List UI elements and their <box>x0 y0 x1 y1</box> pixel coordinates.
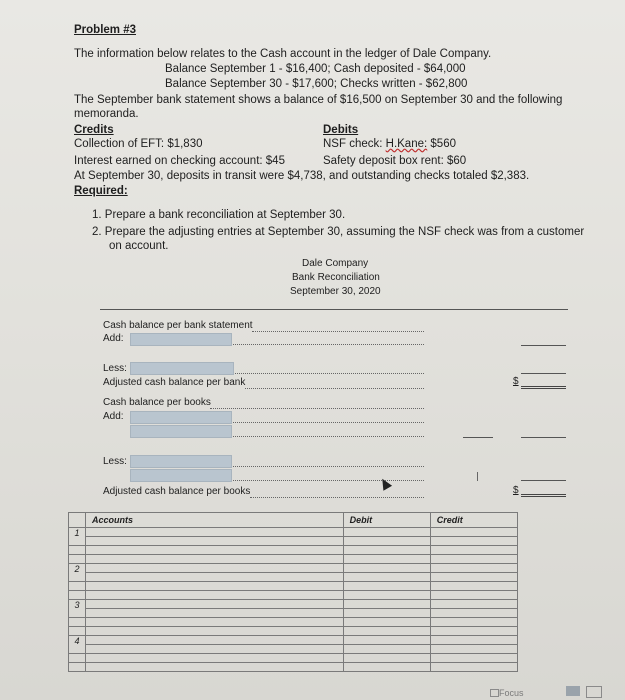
bank-less-amount-line <box>521 373 566 374</box>
credit-cell[interactable] <box>430 627 517 636</box>
account-cell[interactable] <box>86 627 344 636</box>
entry-spacer <box>69 546 86 555</box>
recon-title: Bank Reconciliation <box>292 272 380 283</box>
debit-nsf-prefix: NSF check: <box>323 138 386 150</box>
table-row <box>69 627 518 636</box>
table-row <box>69 618 518 627</box>
focus-icon[interactable] <box>490 689 499 697</box>
debit-cell[interactable] <box>343 627 430 636</box>
bank-less-input[interactable] <box>130 362 234 375</box>
journal-entry-table <box>68 512 518 672</box>
adjusted-bank-total-line <box>521 386 566 389</box>
problem-intro: The information below relates to the Cash account in the ledger of Dale Company. <box>74 48 492 60</box>
book-less-input-2[interactable] <box>130 469 232 482</box>
debit-cell[interactable] <box>343 564 430 573</box>
book-less-input-1[interactable] <box>130 455 232 468</box>
account-cell[interactable] <box>86 636 344 645</box>
entry-number-4: 4 <box>69 636 86 654</box>
credit-cell[interactable] <box>430 546 517 555</box>
book-add-input-2[interactable] <box>130 425 232 438</box>
book-less-amount-line <box>521 480 566 481</box>
table-row <box>69 528 518 537</box>
credit-cell[interactable] <box>430 591 517 600</box>
table-row <box>69 636 518 645</box>
debit-cell[interactable] <box>343 537 430 546</box>
problem-title: Problem #3 <box>74 24 136 36</box>
adjusted-book-label: Adjusted cash balance per books <box>103 486 251 497</box>
credit-cell[interactable] <box>430 609 517 618</box>
deposits-in-transit: At September 30, deposits in transit were $4,738, and outstanding checks totaled $2,383. <box>74 170 530 182</box>
table-row <box>69 537 518 546</box>
book-add-label: Add: <box>103 411 124 422</box>
debit-cell[interactable] <box>343 618 430 627</box>
recon-date: September 30, 2020 <box>290 286 381 297</box>
book-balance-label: Cash balance per books <box>103 397 211 408</box>
credit-cell[interactable] <box>430 564 517 573</box>
book-less-label: Less: <box>103 456 127 467</box>
account-cell[interactable] <box>86 663 344 672</box>
debit-cell[interactable] <box>343 555 430 564</box>
adjusted-bank-label: Adjusted cash balance per bank <box>103 377 246 388</box>
bank-add-dots <box>233 344 424 345</box>
book-add-input-1[interactable] <box>130 411 232 424</box>
table-row <box>69 546 518 555</box>
journal-header-credit: Credit <box>430 513 517 528</box>
account-cell[interactable] <box>86 591 344 600</box>
book-add-dots-1 <box>233 422 424 423</box>
journal-header-num <box>69 513 86 528</box>
adjusted-book-dollar: $ <box>513 485 519 496</box>
entry-number-2: 2 <box>69 564 86 582</box>
debit-cell[interactable] <box>343 609 430 618</box>
account-cell[interactable] <box>86 546 344 555</box>
entry-spacer <box>69 582 86 591</box>
debit-cell[interactable] <box>343 573 430 582</box>
debit-cell[interactable] <box>343 582 430 591</box>
bank-less-dots <box>235 373 424 374</box>
book-less-dots-1 <box>233 466 424 467</box>
credit-interest: Interest earned on checking account: $45 <box>74 155 285 167</box>
debit-safety-box: Safety deposit box rent: $60 <box>323 155 467 167</box>
credit-cell[interactable] <box>430 528 517 537</box>
debit-cell[interactable] <box>343 600 430 609</box>
adjusted-book-dots <box>250 497 424 498</box>
book-balance-dots <box>210 408 424 409</box>
credit-cell[interactable] <box>430 537 517 546</box>
entry-spacer <box>69 627 86 636</box>
debit-cell[interactable] <box>343 654 430 663</box>
book-add-subtotal-line <box>463 437 493 438</box>
bank-balance-dots <box>252 331 424 332</box>
journal-header-debit: Debit <box>343 513 430 528</box>
table-row <box>69 663 518 672</box>
credit-eft: Collection of EFT: $1,830 <box>74 138 203 150</box>
account-cell[interactable] <box>86 618 344 627</box>
debit-cell[interactable] <box>343 528 430 537</box>
credit-cell[interactable] <box>430 555 517 564</box>
requirement-1: 1. Prepare a bank reconciliation at September 30. <box>92 209 346 221</box>
credit-cell[interactable] <box>430 582 517 591</box>
debits-header: Debits <box>323 124 359 136</box>
credit-cell[interactable] <box>430 663 517 672</box>
book-less-dots-2 <box>233 480 424 481</box>
adjusted-bank-dots <box>245 388 424 389</box>
credit-cell[interactable] <box>430 600 517 609</box>
bank-add-amount-line <box>521 345 566 346</box>
credit-cell[interactable] <box>430 636 517 645</box>
book-add-dots-2 <box>233 436 424 437</box>
requirement-2: 2. Prepare the adjusting entries at September 30, assuming the NSF check was from a customer <box>92 226 585 238</box>
adjusted-book-total-line <box>521 494 566 497</box>
entry-number-3: 3 <box>69 600 86 618</box>
focus-button[interactable]: Focus <box>499 688 524 698</box>
book-add-amount-line <box>521 437 566 438</box>
bank-balance-label: Cash balance per bank statement <box>103 320 253 331</box>
credit-cell[interactable] <box>430 645 517 654</box>
recon-header-rule <box>100 309 568 310</box>
debit-cell[interactable] <box>343 663 430 672</box>
table-row <box>69 564 518 573</box>
table-row <box>69 654 518 663</box>
book-less-tick <box>477 472 478 481</box>
account-cell[interactable] <box>86 555 344 564</box>
credit-cell[interactable] <box>430 618 517 627</box>
entry-number-1: 1 <box>69 528 86 546</box>
table-row <box>69 555 518 564</box>
balance-sep1: Balance September 1 - $16,400; Cash deposited - $64,000 <box>165 63 466 75</box>
account-cell[interactable] <box>86 654 344 663</box>
debit-nsf <box>323 138 456 150</box>
entry-spacer <box>69 654 86 663</box>
account-cell[interactable] <box>86 582 344 591</box>
table-row <box>69 600 518 609</box>
required-label: Required: <box>74 185 128 197</box>
adjusted-bank-dollar: $ <box>513 376 519 387</box>
debit-nsf-name: H.Kane: <box>385 138 428 150</box>
table-row <box>69 645 518 654</box>
account-cell[interactable] <box>86 573 344 582</box>
account-cell[interactable] <box>86 537 344 546</box>
account-cell[interactable] <box>86 645 344 654</box>
account-cell[interactable] <box>86 609 344 618</box>
journal-header-row <box>69 513 518 528</box>
debit-nsf-amount: $560 <box>427 138 456 150</box>
debit-cell[interactable] <box>343 645 430 654</box>
entry-spacer <box>69 555 86 564</box>
table-row <box>69 582 518 591</box>
account-cell[interactable] <box>86 600 344 609</box>
table-row <box>69 609 518 618</box>
entry-spacer <box>69 591 86 600</box>
bank-add-label: Add: <box>103 333 124 344</box>
bank-add-input[interactable] <box>130 333 232 346</box>
debit-cell[interactable] <box>343 591 430 600</box>
entry-spacer <box>69 663 86 672</box>
account-cell[interactable] <box>86 564 344 573</box>
statement-line-2: memoranda. <box>74 108 139 120</box>
bank-less-label: Less: <box>103 363 127 374</box>
web-layout-icon[interactable] <box>586 686 602 698</box>
print-layout-icon[interactable] <box>566 686 580 696</box>
debit-cell[interactable] <box>343 546 430 555</box>
account-cell[interactable] <box>86 528 344 537</box>
balance-sep30: Balance September 30 - $17,600; Checks written - $62,800 <box>165 78 468 90</box>
credits-header: Credits <box>74 124 114 136</box>
table-row <box>69 591 518 600</box>
debit-cell[interactable] <box>343 636 430 645</box>
recon-company: Dale Company <box>302 258 369 269</box>
credit-cell[interactable] <box>430 573 517 582</box>
entry-spacer <box>69 618 86 627</box>
statement-line-1: The September bank statement shows a balance of $16,500 on September 30 and the following <box>74 94 563 106</box>
requirement-2-cont: on account. <box>109 240 169 252</box>
table-row <box>69 573 518 582</box>
credit-cell[interactable] <box>430 654 517 663</box>
journal-header-accounts: Accounts <box>86 513 344 528</box>
